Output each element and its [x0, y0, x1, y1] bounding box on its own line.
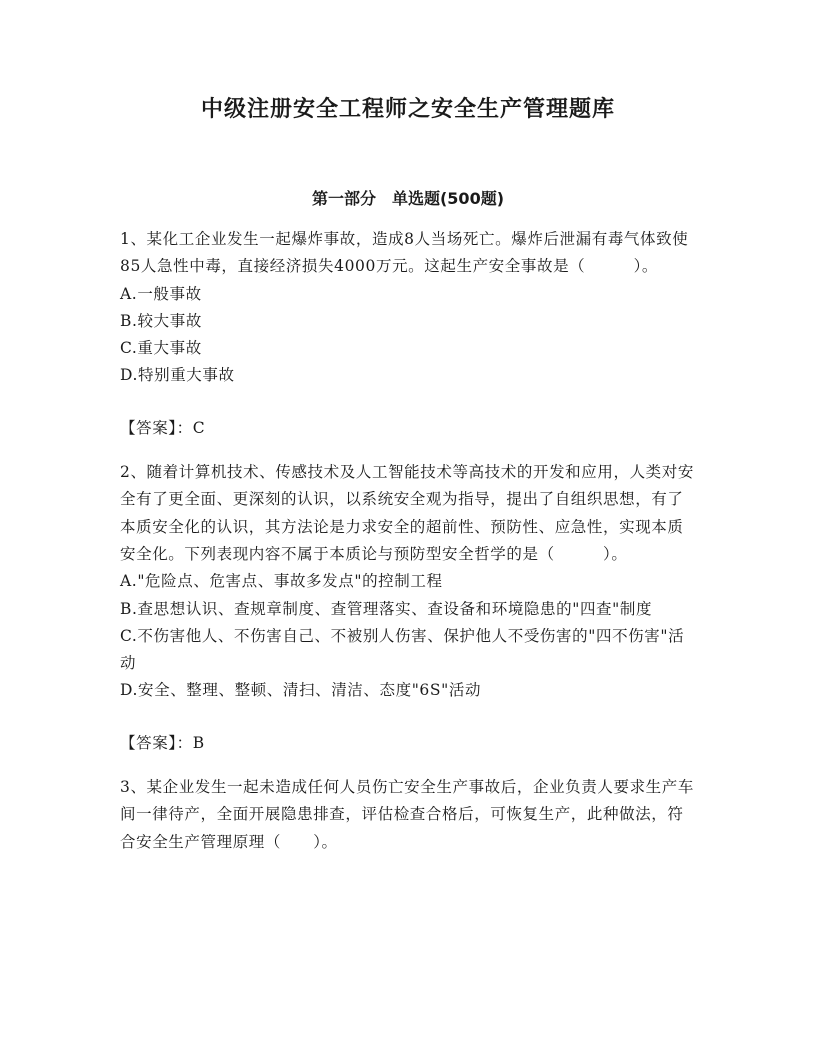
option-a: A.一般事故	[120, 284, 202, 303]
option-b: B.较大事故	[120, 311, 202, 330]
question-3	[120, 774, 698, 856]
question-list	[120, 226, 698, 856]
answer-line: 【答案】：B	[120, 733, 205, 752]
question-text: 3、某企业发生一起未造成任何人员伤亡安全生产事故后，企业负责人要求生产车间一律待产，全面开展隐患排查，评估检查合格后，可恢复生产，此种做法，符合安全生产管理原理（ ）。	[120, 778, 694, 851]
section-title: 第一部分 单选题(500题)	[311, 189, 505, 208]
option-d: D.安全、整理、整顿、清扫、清洁、态度"6S"活动	[120, 681, 482, 700]
option-b: B.查思想认识、查规章制度、查管理落实、查设备和环境隐患的"四查"制度	[120, 599, 653, 618]
option-c: C.不伤害他人、不伤害自己、不被别人伤害、保护他人不受伤害的"四不伤害"活动	[120, 626, 685, 673]
question-text: 2、随着计算机技术、传感技术及人工智能技术等高技术的开发和应用，人类对安全有了更全面、更深刻的认识，以系统安全观为指导，提出了自组织思想，有了本质安全化的认识，其方法论是力求安全的超前性、预防性、应急性，实现本质安全化。下列表现内容不属于本质论与预防型安全哲学的是（ ）。	[120, 463, 694, 563]
option-a: A."危险点、危害点、事故多发点"的控制工程	[120, 572, 443, 591]
question-options	[120, 281, 698, 390]
question-options	[120, 568, 698, 704]
question-2	[120, 459, 698, 757]
question-1	[120, 226, 698, 442]
option-d: D.特别重大事故	[120, 366, 235, 385]
question-text: 1、某化工企业发生一起爆炸事故，造成8人当场死亡。爆炸后泄漏有毒气体致使85人急性中毒，直接经济损失4000万元。这起生产安全事故是（ ）。	[120, 230, 689, 276]
answer-line: 【答案】：C	[120, 418, 206, 437]
option-c: C.重大事故	[120, 339, 202, 358]
document-title: 中级注册安全工程师之安全生产管理题库	[200, 97, 615, 122]
